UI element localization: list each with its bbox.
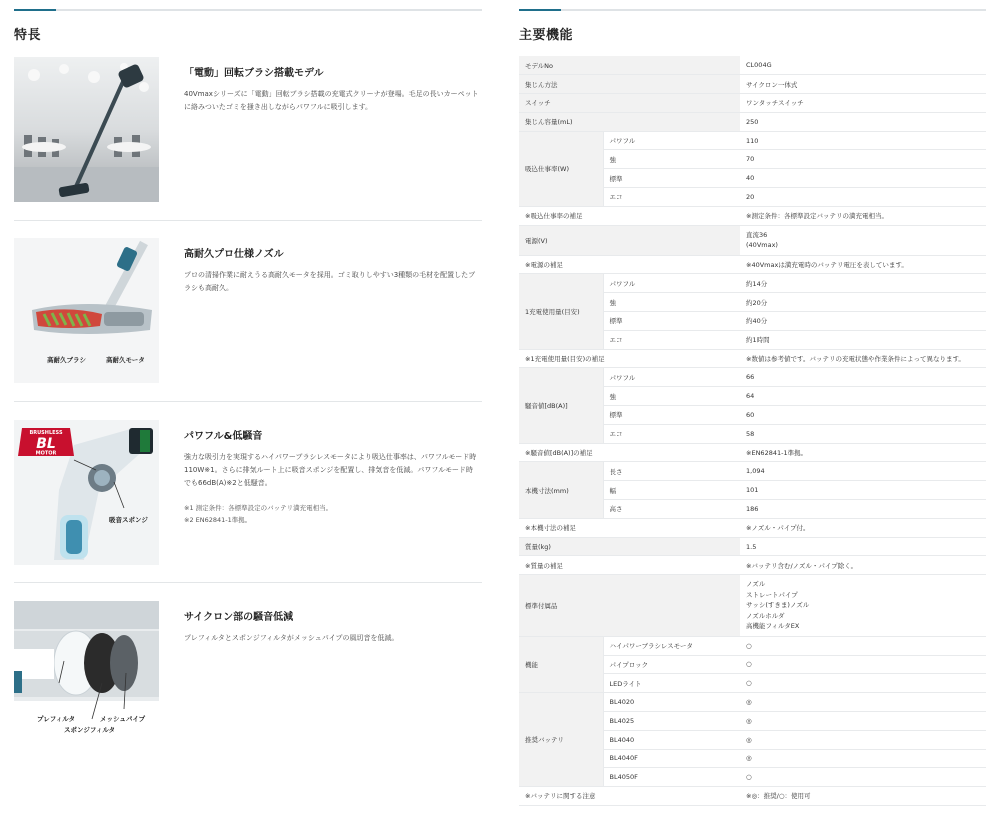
section-divider xyxy=(14,9,482,11)
spec-value: ※ノズル・パイプ付。 xyxy=(740,518,986,537)
spec-value: ※バッテリ含む/ノズル・パイプ除く。 xyxy=(740,556,986,575)
spec-row xyxy=(519,131,986,150)
spec-value: ◎ xyxy=(740,711,986,730)
spec-value-line: ストレートパイプ xyxy=(746,590,798,599)
spec-value: 1,094 xyxy=(740,462,986,481)
spec-label: 推奨バッテリ xyxy=(519,693,603,787)
spec-label: ※質量の補足 xyxy=(519,556,740,575)
spec-row xyxy=(519,575,986,637)
spec-label: ※バッテリに関する注意 xyxy=(519,787,740,806)
spec-value: 約14分 xyxy=(740,274,986,293)
spec-value: 70 xyxy=(740,150,986,169)
spec-sublabel: 強 xyxy=(603,293,740,312)
spec-row xyxy=(519,462,986,481)
spec-label: 標準付属品 xyxy=(519,575,740,637)
spec-value: 約20分 xyxy=(740,293,986,312)
spec-table xyxy=(519,56,986,806)
spec-value-line: サッシ(すきま)ノズル xyxy=(746,601,810,610)
spec-row xyxy=(519,112,986,131)
spec-label: ※本機寸法の補足 xyxy=(519,518,740,537)
cleaner-in-banquet-hall-image xyxy=(14,57,159,202)
spec-value: ○ xyxy=(740,768,986,787)
spec-label: ※電源の補足 xyxy=(519,255,740,274)
spec-row xyxy=(519,75,986,94)
divider xyxy=(14,582,482,583)
spec-sublabel: エコ xyxy=(603,330,740,349)
spec-value-line: ノズル xyxy=(746,580,766,589)
spec-value xyxy=(740,225,986,255)
spec-value: 101 xyxy=(740,481,986,500)
spec-value: ○ xyxy=(740,636,986,655)
spec-sublabel: BL4050F xyxy=(603,768,740,787)
spec-sublabel: エコ xyxy=(603,188,740,207)
spec-value: ◎ xyxy=(740,693,986,712)
spec-label: 集じん容量(mL) xyxy=(519,112,740,131)
image-label: プレフィルタ xyxy=(37,715,75,723)
feature-description: 強力な吸引力を実現するハイパワーブラシレスモータにより吸込仕事率は、パワフルモード時110W※1。さらに排気ルート上に吸音スポンジを配置し、排気音を低減。パワフルモード時でも66dB(A)※2と低騒音。 xyxy=(184,453,477,487)
spec-note-row xyxy=(519,518,986,537)
nozzle-image xyxy=(14,238,159,383)
feature-electric-brush xyxy=(14,57,482,207)
specs-heading: 主要機能 xyxy=(519,28,574,43)
spec-value: ワンタッチスイッチ xyxy=(740,94,986,113)
divider xyxy=(14,220,482,221)
motor-cutaway-image xyxy=(14,420,159,565)
feature-footnote: ※2 EN62841-1準拠。 xyxy=(184,516,252,524)
spec-sublabel: 長さ xyxy=(603,462,740,481)
image-label: メッシュパイプ xyxy=(100,715,146,723)
feature-description: 40Vmaxシリーズに「電動」回転ブラシ搭載の充電式クリーナが登場。毛足の長いカーペットに絡みついたゴミを掻き出しながらパワフルに吸引します。 xyxy=(184,90,479,111)
spec-sublabel: パワフル xyxy=(603,368,740,387)
spec-value: ※40Vmaxは満充電時のバッテリ電圧を表しています。 xyxy=(740,255,986,274)
feature-powerful-low-noise xyxy=(14,420,482,570)
spec-row xyxy=(519,225,986,255)
spec-note-row xyxy=(519,443,986,462)
spec-value: ◎ xyxy=(740,749,986,768)
spec-label: ※騒音値[dB(A)]の補足 xyxy=(519,443,740,462)
spec-note-row xyxy=(519,349,986,368)
spec-sublabel: 標準 xyxy=(603,312,740,331)
spec-sublabel: BL4020 xyxy=(603,693,740,712)
spec-label: 1充電使用量(目安) xyxy=(519,274,603,349)
spec-label: 電源(V) xyxy=(519,225,740,255)
svg-text:MOTOR: MOTOR xyxy=(35,450,57,457)
features-heading: 特長 xyxy=(14,28,42,43)
spec-row xyxy=(519,693,986,712)
spec-value: ◎ xyxy=(740,730,986,749)
svg-text:BRUSHLESS: BRUSHLESS xyxy=(29,430,63,436)
spec-row xyxy=(519,537,986,556)
spec-label: 騒音値[dB(A)] xyxy=(519,368,603,443)
feature-title: パワフル&低騒音 xyxy=(184,431,263,442)
feature-title: サイクロン部の騒音低減 xyxy=(184,612,294,623)
spec-label: 本機寸法(mm) xyxy=(519,462,603,518)
feature-durable-nozzle xyxy=(14,238,482,388)
spec-sublabel: 標準 xyxy=(603,406,740,425)
spec-value-line: (40Vmax) xyxy=(746,241,778,250)
feature-title: 「電動」回転ブラシ搭載モデル xyxy=(184,68,324,79)
spec-value-line: ノズルホルダ xyxy=(746,611,785,620)
spec-value: ※測定条件：各標準設定バッテリの満充電相当。 xyxy=(740,206,986,225)
spec-sublabel: BL4040F xyxy=(603,749,740,768)
cyclone-cutaway-image xyxy=(14,601,159,746)
spec-label: 吸込仕事率(W) xyxy=(519,131,603,206)
feature-title: 高耐久プロ仕様ノズル xyxy=(184,249,284,260)
spec-value: ※EN62841-1準拠。 xyxy=(740,443,986,462)
spec-sublabel: パイプロック xyxy=(603,655,740,674)
section-divider xyxy=(519,9,986,11)
spec-row xyxy=(519,636,986,655)
spec-value: 約40分 xyxy=(740,312,986,331)
spec-row xyxy=(519,368,986,387)
bl-motor-logo xyxy=(18,424,74,460)
spec-sublabel: 強 xyxy=(603,387,740,406)
spec-value: 60 xyxy=(740,406,986,425)
spec-value: CL004G xyxy=(740,56,986,75)
spec-label: 機能 xyxy=(519,636,603,692)
image-label: 高耐久モータ xyxy=(106,356,145,364)
spec-sublabel: エコ xyxy=(603,424,740,443)
spec-label: ※1充電使用量(目安)の補足 xyxy=(519,349,740,368)
spec-value: 1.5 xyxy=(740,537,986,556)
spec-sublabel: 幅 xyxy=(603,481,740,500)
spec-value: ○ xyxy=(740,655,986,674)
spec-value: 186 xyxy=(740,500,986,519)
spec-value: ○ xyxy=(740,674,986,693)
spec-sublabel: パワフル xyxy=(603,274,740,293)
spec-value: 約1時間 xyxy=(740,330,986,349)
spec-note-row xyxy=(519,787,986,806)
image-label: スポンジフィルタ xyxy=(64,726,116,734)
divider xyxy=(14,401,482,402)
feature-cyclone-noise-reduction xyxy=(14,601,482,751)
spec-value: 20 xyxy=(740,188,986,207)
spec-note-row xyxy=(519,255,986,274)
spec-note-row xyxy=(519,556,986,575)
feature-description: プレフィルタとスポンジフィルタがメッシュパイプの風切音を低減。 xyxy=(184,634,399,642)
spec-row xyxy=(519,56,986,75)
spec-value: 66 xyxy=(740,368,986,387)
svg-text:BL: BL xyxy=(36,436,56,452)
spec-note-row xyxy=(519,206,986,225)
spec-value: 58 xyxy=(740,424,986,443)
feature-description: プロの清掃作業に耐えうる高耐久モータを採用。ゴミ取りしやすい3種類の毛材を配置したブラシも高耐久。 xyxy=(184,271,476,292)
spec-label: 質量(kg) xyxy=(519,537,740,556)
spec-value: 250 xyxy=(740,112,986,131)
spec-sublabel: 高さ xyxy=(603,500,740,519)
spec-value: ※数値は参考値です。バッテリの充電状態や作業条件によって異なります。 xyxy=(740,349,986,368)
spec-sublabel: 標準 xyxy=(603,169,740,188)
spec-sublabel: BL4025 xyxy=(603,711,740,730)
spec-value: 40 xyxy=(740,169,986,188)
spec-sublabel: パワフル xyxy=(603,131,740,150)
image-label: 吸音スポンジ xyxy=(109,516,148,524)
spec-value xyxy=(740,575,986,637)
feature-footnote: ※1 測定条件：各標準設定のバッテリ満充電相当。 xyxy=(184,504,333,512)
spec-value: 64 xyxy=(740,387,986,406)
spec-value: 110 xyxy=(740,131,986,150)
image-label: 高耐久ブラシ xyxy=(47,356,86,364)
spec-value-line: 高機能フィルタEX xyxy=(746,622,800,631)
spec-label: ※吸込仕事率の補足 xyxy=(519,206,740,225)
spec-row xyxy=(519,274,986,293)
spec-sublabel: ハイパワーブラシレスモータ xyxy=(603,636,740,655)
spec-sublabel: 強 xyxy=(603,150,740,169)
spec-value: ※◎：推奨/○：使用可 xyxy=(740,787,986,806)
spec-value-line: 直流36 xyxy=(746,230,768,239)
spec-label: 集じん方法 xyxy=(519,75,740,94)
spec-value: サイクロン一体式 xyxy=(740,75,986,94)
spec-sublabel: LEDライト xyxy=(603,674,740,693)
spec-row xyxy=(519,94,986,113)
spec-label: モデルNo xyxy=(519,56,740,75)
spec-sublabel: BL4040 xyxy=(603,730,740,749)
spec-label: スイッチ xyxy=(519,94,740,113)
